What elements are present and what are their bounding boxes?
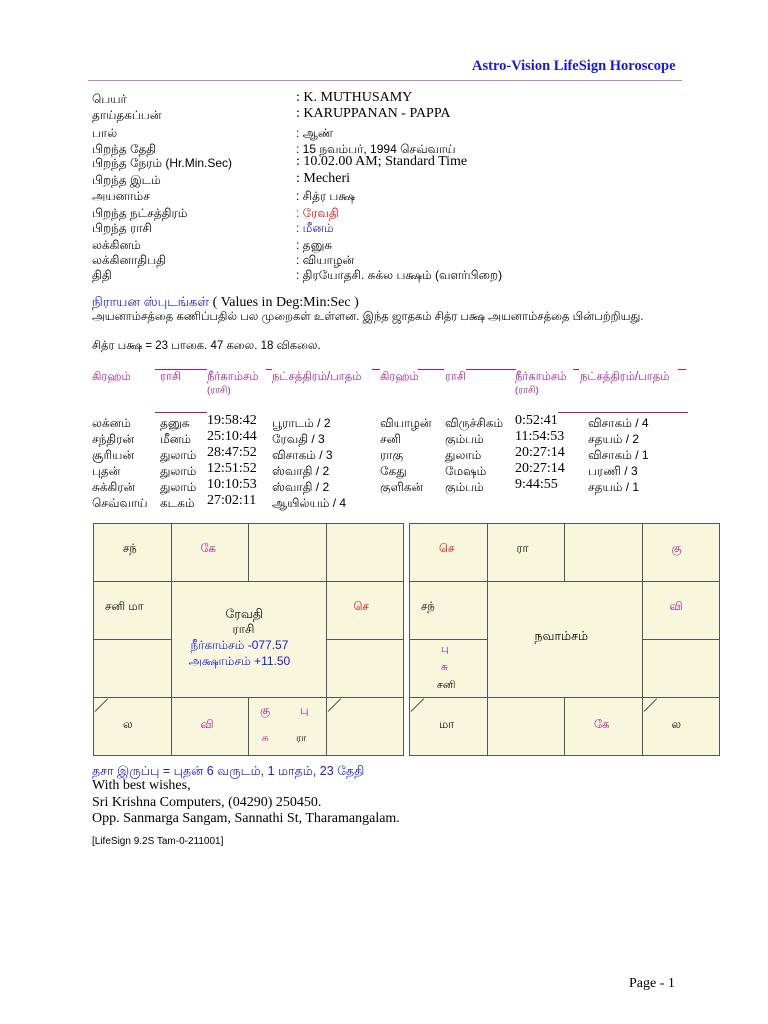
- planet-nakshatra: ஸ்வாதி / 2: [272, 464, 330, 478]
- info-label: லக்கினாதிபதி: [92, 253, 166, 267]
- document-title: Astro-Vision LifeSign Horoscope: [472, 58, 676, 74]
- header-rule: [155, 412, 207, 413]
- info-label: லக்கினம்: [92, 238, 141, 252]
- col-header-graham-2: கிரஹம்: [380, 371, 419, 383]
- planet-nakshatra: விசாகம் / 3: [272, 448, 333, 462]
- planet-nakshatra: ஆயில்யம் / 4: [272, 496, 347, 510]
- nirayana-heading-english: ( Values in Deg:Min:Sec ): [209, 295, 359, 310]
- planet-nakshatra: விசாகம் / 4: [588, 416, 649, 430]
- chart-house-label: கே: [200, 543, 217, 555]
- version-tag: [LifeSign 9.2S Tam-0-211001]: [92, 836, 224, 847]
- planet-rasi: தனுசு: [160, 416, 190, 430]
- chart-house-label: சந்: [421, 601, 435, 613]
- chart-house-label: ல: [123, 719, 133, 731]
- chart-house-label: ரா: [296, 733, 307, 744]
- chart-house: [642, 639, 721, 698]
- planet-nakshatra: சதயம் / 2: [588, 432, 640, 446]
- chart-house-label: சு: [262, 733, 269, 744]
- planet-nakshatra: விசாகம் / 1: [588, 448, 649, 462]
- info-label: பிறந்த நேரம் (Hr.Min.Sec): [92, 156, 233, 170]
- nirayana-heading-tamil: நிராயன ஸ்புடங்கள்: [92, 294, 210, 309]
- chart-house: [326, 523, 405, 582]
- chart-house-label: செ: [353, 601, 369, 613]
- chart-house: [326, 697, 405, 756]
- col-header-nakshatra-2: நட்சத்திரம்/பாதம்: [580, 371, 670, 383]
- info-label: பிறந்த தேதி: [92, 142, 157, 156]
- dasa-balance: தசா இருப்பு = புதன் 6 வருடம், 1 மாதம், 23 தேதி: [92, 764, 365, 778]
- info-value: : ஆண்: [296, 126, 334, 140]
- ayanamsa-paragraph: அயனாம்சத்தை கணிப்பதில் பல முறைகள் உள்ளன. இந்த ஜாதகம் சித்ர பக்ஷ அயனாம்சத்தை பின்பற்றியது.: [92, 311, 644, 323]
- center-longitude: நீர்காம்சம் -077.57: [190, 638, 289, 652]
- info-value: : தனுசு: [296, 238, 333, 252]
- header-rule: [266, 369, 272, 370]
- planet-longitude: 9:44:55: [515, 477, 558, 492]
- center-latitude: அக்ஷாம்சம் +11.50: [188, 654, 291, 668]
- chart-house-label: சனி மா: [105, 601, 144, 613]
- chart-house-label: சந்: [123, 543, 137, 555]
- planet-rasi: கடகம்: [160, 496, 195, 510]
- planet-longitude: 11:54:53: [515, 429, 565, 444]
- chart-house: [564, 523, 643, 582]
- planet-name: வியாழன்: [380, 416, 432, 430]
- planet-nakshatra: ஸ்வாதி / 2: [272, 480, 330, 494]
- col-header-longitude-label-2: நீர்காம்சம்: [515, 371, 567, 383]
- chart-house-label: பு: [441, 643, 449, 655]
- chart-house-label: கு: [260, 705, 271, 717]
- header-rule: [573, 369, 579, 370]
- info-label: பெயர்: [92, 92, 127, 106]
- planet-rasi: துலாம்: [160, 464, 197, 478]
- info-value: : திரயோதசி. சுக்ல பக்ஷம் (வளர்பிறை): [296, 268, 503, 282]
- col-header-longitude-sub-2: (ராசி): [515, 385, 539, 396]
- planet-longitude: 25:10:44: [207, 429, 257, 444]
- planet-nakshatra: ரேவதி / 3: [272, 432, 325, 446]
- chart-house: [93, 639, 172, 698]
- planet-name: சனி: [380, 432, 401, 446]
- chart-house-label: கு: [671, 543, 682, 555]
- info-value: : 10.02.00 AM; Standard Time: [296, 154, 468, 169]
- planet-name: லக்னம்: [92, 416, 131, 430]
- planet-longitude: 0:52:41: [515, 413, 558, 428]
- info-label: திதி: [92, 268, 112, 282]
- info-value: : KARUPPANAN - PAPPA: [296, 106, 451, 121]
- planet-rasi: துலாம்: [160, 448, 197, 462]
- footer-line-3: Opp. Sanmarga Sangam, Sannathi St, Tharamangalam.: [92, 811, 400, 826]
- col-header-longitude-2: [515, 371, 567, 397]
- info-label: தாய்தகப்பன்: [92, 108, 162, 122]
- col-header-longitude-sub: (ராசி): [207, 385, 231, 396]
- planet-name: செவ்வாய்: [92, 496, 148, 510]
- planet-rasi: மீனம்: [160, 432, 191, 446]
- planet-rasi: துலாம்: [445, 448, 482, 462]
- footer-line-1: With best wishes,: [92, 778, 191, 793]
- header-divider: [88, 80, 682, 81]
- chart-house-label: மா: [439, 719, 455, 731]
- planet-rasi: விருச்சிகம்: [445, 416, 504, 430]
- planet-longitude: 28:47:52: [207, 445, 257, 460]
- chart-house-label: வி: [669, 601, 683, 613]
- chart-house: [487, 697, 566, 756]
- header-rule: [466, 369, 516, 370]
- center-nakshatra: ரேவதி: [225, 607, 264, 621]
- footer-line-2: Sri Krishna Computers, (04290) 250450.: [92, 795, 322, 810]
- info-label: பால்: [92, 126, 118, 140]
- planet-nakshatra: பூராடம் / 2: [272, 416, 331, 430]
- header-rule: [418, 369, 444, 370]
- planet-longitude: 20:27:14: [515, 445, 565, 460]
- planet-rasi: மேஷம்: [445, 464, 487, 478]
- chart-house-label: சு: [441, 661, 448, 673]
- planet-name: புதன்: [92, 464, 121, 478]
- header-rule: [558, 412, 688, 413]
- planet-rasi: கும்பம்: [445, 432, 484, 446]
- planet-longitude: 27:02:11: [207, 493, 257, 508]
- planet-name: ராகு: [380, 448, 404, 462]
- info-label: பிறந்த இடம்: [92, 173, 161, 187]
- chart-house-label: கே: [594, 719, 610, 731]
- chart-house-label: ரா: [516, 543, 529, 555]
- info-label: பிறந்த ராசி: [92, 221, 152, 235]
- chart-house-label: செ: [439, 543, 455, 555]
- col-header-longitude: [207, 371, 259, 397]
- chart-house-label: சனி: [437, 679, 456, 691]
- info-value: : சித்ர பக்ஷ: [296, 189, 356, 203]
- chart-house: [248, 523, 327, 582]
- info-value: : 15 நவம்பர், 1994 செவ்வாய்: [296, 142, 456, 156]
- header-rule: [200, 369, 206, 370]
- ayanamsa-value: சித்ர பக்ஷ = 23 பாகை. 47 கலை. 18 விகலை.: [92, 340, 321, 352]
- planet-name: சுக்கிரன்: [92, 480, 136, 494]
- info-value: : ரேவதி: [296, 206, 339, 220]
- col-header-graham: கிரஹம்: [92, 371, 131, 383]
- planet-longitude: 19:58:42: [207, 413, 257, 428]
- planet-nakshatra: சதயம் / 1: [588, 480, 640, 494]
- center-title: ராசி: [232, 622, 255, 636]
- planet-nakshatra: பரணி / 3: [588, 464, 638, 478]
- info-label: அயனாம்ச: [92, 189, 150, 203]
- info-value: : K. MUTHUSAMY: [296, 90, 413, 105]
- planet-rasi: கும்பம்: [445, 480, 484, 494]
- planet-rasi: துலாம்: [160, 480, 197, 494]
- info-value: : Mecheri: [296, 171, 351, 186]
- center-title: நவாம்சம்: [534, 629, 589, 643]
- chart-house-label: பு: [300, 705, 309, 717]
- info-label: பிறந்த நட்சத்திரம்: [92, 206, 188, 220]
- planet-name: குளிகன்: [380, 480, 424, 494]
- header-rule: [678, 369, 686, 370]
- chart-house-label: ல: [671, 719, 682, 731]
- col-header-nakshatra: நட்சத்திரம்/பாதம்: [272, 371, 362, 383]
- planet-longitude: 12:51:52: [207, 461, 257, 476]
- header-rule: [372, 369, 380, 370]
- planet-longitude: 10:10:53: [207, 477, 257, 492]
- page-number: Page - 1: [629, 976, 675, 991]
- planet-name: சந்திரன்: [92, 432, 135, 446]
- chart-house-label: வி: [200, 719, 214, 731]
- planet-longitude: 20:27:14: [515, 461, 565, 476]
- info-value: : வியாழன்: [296, 253, 355, 267]
- info-value: : மீனம்: [296, 221, 334, 235]
- planet-name: சூரியன்: [92, 448, 135, 462]
- col-header-rasi: ராசி: [160, 371, 181, 383]
- planet-name: கேது: [380, 464, 407, 478]
- col-header-rasi-2: ராசி: [445, 371, 466, 383]
- chart-house: [326, 639, 405, 698]
- col-header-longitude-label: நீர்காம்சம்: [207, 371, 259, 383]
